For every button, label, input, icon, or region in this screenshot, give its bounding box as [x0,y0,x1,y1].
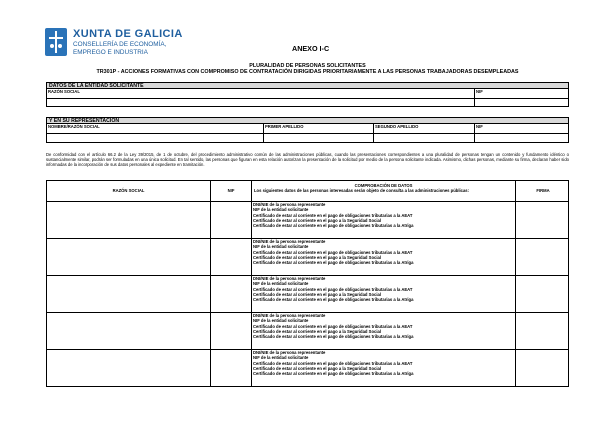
consent-paragraph: De conformidad con el artículo 66.2 de la Ley 39/2015, de 1 de octubre, del procedimiento administrativo común de las administraciones públicas, cuando las presentaciones correspondientes a una pluralidad de personas tengan un contenido y fundamento idéntico o sustancialmente similar, podrán ser formuladas en una única solicitud. En tal sentido, las personas que figuran en esta relación autorizan la presentación de la solicitud por medio de la persona solicitante indicada. Asimismo, dichas personas, mediante su firma, declaran haber sido informadas de la incorporación de sus datos personales al expediente en tramitación. [46,152,569,168]
annex-label: ANEXO I-C [292,44,330,53]
comprobacion-item: Certificado de estar al corriente en el pago a la Seguridad Social [253,365,381,371]
representative-nif-label: NIF [476,124,483,129]
comprobacion-item: Certificado de estar al corriente en el pago a la Seguridad Social [253,291,381,297]
comprobacion-item: Certificado de estar al corriente en el pago a la Seguridad Social [253,254,381,260]
razon-social-cell[interactable] [47,238,210,275]
primer-apellido-label: PRIMER APELLIDO [265,124,304,129]
razon-social-cell[interactable] [47,275,210,312]
comprobacion-item: NIF de la entidad solicitante [253,207,309,213]
comprobacion-item: Certificado de estar al corriente en el pago a la Seguridad Social [253,328,381,334]
comprobacion-item: Certificado de estar al corriente en el pago de obligaciones tributarias a la Atriga [253,223,414,229]
entity-section-heading: DATOS DE LA ENTIDAD SOLICITANTE [46,82,569,89]
header-comprobacion-title: COMPROBACIÓN DE DATOS [354,183,413,188]
header-firma: FIRMA [515,181,570,201]
department-line-2: EMPREGO E INDUSTRIA [73,49,148,56]
table-row [47,275,568,312]
comprobacion-item: NIF de la entidad solicitante [253,244,309,250]
department-line-1: CONSELLERÍA DE ECONOMÍA, [73,41,167,48]
comprobacion-item: Certificado de estar al corriente en el pago de obligaciones tributarias a la Atriga [253,260,414,266]
razon-social-cell[interactable] [47,201,210,238]
razon-social-cell[interactable] [47,349,210,386]
header-comprobacion [251,181,515,201]
nombre-label: NOMBRE/RAZÓN SOCIAL [48,124,100,129]
comprobacion-item: DNI/NIE de la persona representante [253,313,326,318]
header-nif: NIF [210,181,251,201]
comprobacion-item: Certificado de estar al corriente en el pago de obligaciones tributarias a la AEAT [253,249,413,255]
table-row [47,312,568,349]
comprobacion-item: Certificado de estar al corriente en el pago de obligaciones tributarias a la AEAT [253,286,413,292]
nif-cell[interactable] [210,349,251,386]
comprobacion-item: NIF de la entidad solicitante [253,281,309,287]
firma-cell[interactable] [515,312,570,349]
comprobacion-item: Certificado de estar al corriente en el pago de obligaciones tributarias a la AEAT [253,212,413,218]
department-name [73,41,166,57]
entity-grid [46,89,569,107]
table-row [47,238,568,275]
comprobacion-item: Certificado de estar al corriente en el pago de obligaciones tributarias a la Atriga [253,297,414,303]
document-title: PLURALIDAD DE PERSONAS SOLICITANTES [249,63,366,69]
comprobacion-item: Certificado de estar al corriente en el pago de obligaciones tributarias a la Atriga [253,334,414,340]
comprobacion-item: Certificado de estar al corriente en el pago de obligaciones tributarias a la AEAT [253,323,413,329]
comprobacion-item: DNI/NIE de la persona representante [253,202,326,207]
nif-cell[interactable] [210,201,251,238]
comprobacion-list [251,313,515,339]
table-row [47,201,568,238]
table-row [47,349,568,386]
applicants-table [46,180,569,387]
comprobacion-item: DNI/NIE de la persona representante [253,239,326,244]
representation-grid [46,124,569,143]
comprobacion-item: Certificado de estar al corriente en el pago a la Seguridad Social [253,217,381,223]
nif-cell[interactable] [210,312,251,349]
nif-cell[interactable] [210,238,251,275]
firma-cell[interactable] [515,238,570,275]
representation-section-heading: Y EN SU REPRESENTACIÓN [46,117,569,124]
nif-cell[interactable] [210,275,251,312]
comprobacion-item: Certificado de estar al corriente en el pago de obligaciones tributarias a la AEAT [253,360,413,366]
segundo-apellido-label: SEGUNDO APELLIDO [375,124,419,129]
comprobacion-item: DNI/NIE de la persona representante [253,350,326,355]
brand-name: XUNTA DE GALICIA [73,28,183,40]
comprobacion-list [251,350,515,376]
document-subtitle: TR301P - ACCIONES FORMATIVAS CON COMPROMISO DE CONTRATACIÓN DIRIGIDAS PRIORITARIAMENTE A LAS PERSONAS TRABAJADORAS DESEMPLEADAS [96,69,519,75]
comprobacion-list [251,276,515,302]
comprobacion-item: Certificado de estar al corriente en el pago de obligaciones tributarias a la Atriga [253,371,414,377]
xunta-logo [45,28,185,58]
firma-cell[interactable] [515,275,570,312]
comprobacion-item: DNI/NIE de la persona representante [253,276,326,281]
header-comprobacion-sub: Los siguientes datos de las personas interesadas serán objeto de consulta a las administraciones públicas: [254,188,470,193]
comprobacion-item: NIF de la entidad solicitante [253,318,309,324]
comprobacion-list [251,239,515,265]
header-razon-social: RAZÓN SOCIAL [112,188,145,193]
firma-cell[interactable] [515,349,570,386]
xunta-crest-icon [45,28,67,56]
entity-nif-label: NIF [476,89,483,94]
comprobacion-item: NIF de la entidad solicitante [253,355,309,361]
firma-cell[interactable] [515,201,570,238]
razon-social-cell[interactable] [47,312,210,349]
razon-social-label: RAZÓN SOCIAL [48,89,80,94]
comprobacion-list [251,202,515,228]
